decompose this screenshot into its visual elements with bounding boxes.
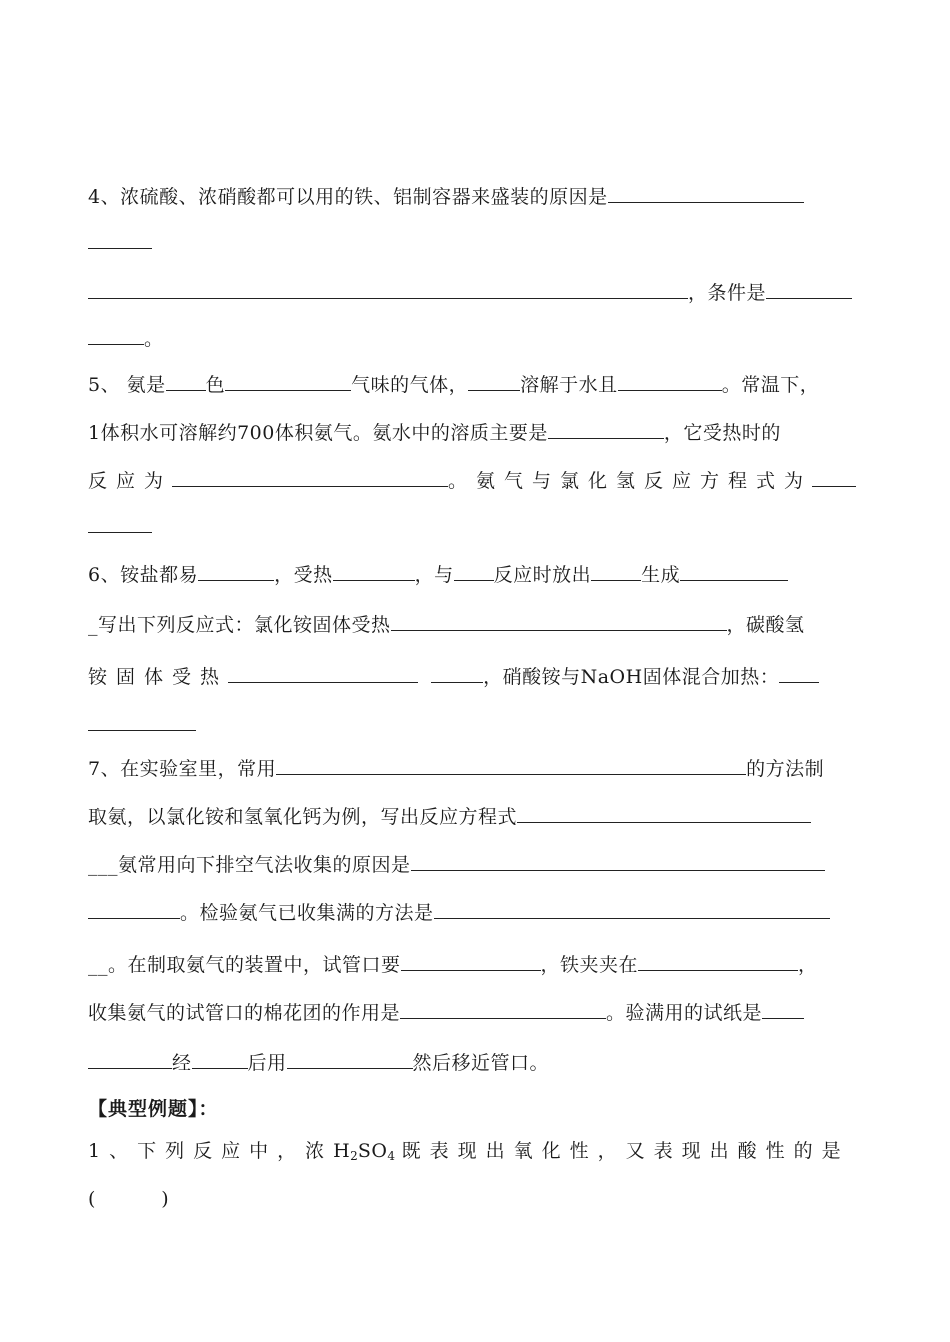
q5-blank-heat-reaction[interactable] [172,468,448,487]
q7-line-4 [88,900,868,926]
q7-blank-equation[interactable] [517,804,811,823]
q7-text-4: ___氨常用向下排空气法收集的原因是 [88,854,411,876]
q6-blank-nh4no3[interactable] [779,664,819,683]
formula-so-sub: 4 [387,1149,396,1163]
q7-blank-paper[interactable] [762,1000,804,1019]
q5-blank-hcl-equation-cont[interactable] [88,514,152,533]
q4-line-4 [88,326,868,352]
q7-text-13: 然后移近管口。 [412,1052,550,1074]
q6-text-4: 反应时放出 [493,564,592,586]
q7-line-5 [88,952,868,978]
q5-blank-solute[interactable] [548,420,664,439]
q7-text-2: 的方法制 [746,758,825,780]
examples-heading: 【典型例题】： [88,1098,219,1120]
q5-text-7: ，它受热时的 [663,422,781,444]
q7-text-10: 。验满用的试纸是 [606,1002,763,1024]
q7-text-6: __。在制取氨气的装置中，试管口要 [88,954,401,976]
q4-blank-2[interactable] [88,280,688,299]
q5-blank-hcl-equation[interactable] [812,468,856,487]
q7-line-7 [88,1050,868,1076]
q6-line-1 [88,562,868,588]
q7-text-7: ，铁夹夹在 [540,954,639,976]
q5-text-6: 1体积水可溶解约700体积氨气。氨水中的溶质主要是 [88,422,548,444]
q7-blank-process[interactable] [192,1050,248,1069]
q6-text-9: ，硝酸铵与NaOH固体混合加热： [483,666,780,688]
q7-text-1: 7、在实验室里，常用 [88,758,277,780]
formula-h-sub: 2 [350,1149,358,1163]
q6-blank-2[interactable] [333,562,415,581]
formula-so: SO [357,1140,388,1162]
q4-blank-1-cont[interactable] [88,230,152,249]
q4-blank-3-cont[interactable] [88,326,144,345]
example-1-line-1 [88,1138,868,1169]
q6-blank-nh4hco3[interactable] [228,664,418,683]
q6-text-2: ，受热 [274,564,333,586]
q6-line-2 [88,612,868,638]
q7-line-3 [88,852,868,878]
q7-blank-clamp[interactable] [638,952,798,971]
q7-blank-tube-mouth[interactable] [401,952,541,971]
q7-text-11: 经 [172,1052,192,1074]
q4-line-3 [88,280,868,306]
q5-text-1: 5、 氨是 [88,374,166,396]
q5-line-1 [88,372,868,398]
q6-blank-nh4no3-cont[interactable] [88,712,196,731]
example-1-answer-paren[interactable]: ( ) [88,1188,170,1210]
q7-blank-paper-cont[interactable] [88,1050,172,1069]
q5-text-3: 气味的气体， [351,374,469,396]
q7-blank-tool[interactable] [287,1050,413,1069]
q6-text-6: _写出下列反应式：氯化铵固体受热 [88,614,391,636]
q4-text-b: ，条件是 [688,282,767,304]
formula-h: H [333,1140,351,1162]
q4-text-a: 4、浓硫酸、浓硝酸都可以用的铁、铝制容器来盛装的原因是 [88,186,608,208]
q6-blank-nh4cl[interactable] [391,612,727,631]
q7-blank-cotton[interactable] [400,1000,606,1019]
q5-text-4: 溶解于水且 [520,374,618,396]
q7-blank-reason[interactable] [411,852,825,871]
q5-line-4 [88,514,868,540]
q5-text-2: 色 [205,374,226,396]
q7-line-1 [88,756,868,782]
q4-line-2 [88,230,868,256]
q6-text-5: 生成 [641,564,681,586]
q4-text-c: 。 [144,328,164,350]
example-1-text-a: 1、下列反应中，浓 [88,1140,334,1162]
q7-text-12: 后用 [247,1052,287,1074]
q4-blank-1[interactable] [608,184,804,203]
q7-text-5: 。检验氨气已收集满的方法是 [180,902,434,924]
q6-blank-1[interactable] [198,562,274,581]
q7-blank-reason-cont[interactable] [88,900,180,919]
q6-blank-nh4hco3-2[interactable] [431,664,483,683]
q5-blank-odor[interactable] [225,372,351,391]
q7-text-3: 取氨，以氯化铵和氢氧化钙为例，写出反应方程式 [88,806,518,828]
q6-blank-3[interactable] [454,562,494,581]
q6-text-3: ，与 [414,564,454,586]
q5-text-9: 。氨气与氯化氢反应方程式为 [448,470,813,492]
q6-blank-4[interactable] [591,562,641,581]
q7-text-9: 收集氨气的试管口的棉花团的作用是 [88,1002,401,1024]
q7-blank-method[interactable] [276,756,746,775]
q5-text-5: 。常温下， [721,374,820,396]
q6-text-7: ，碳酸氢 [726,614,805,636]
q6-blank-5[interactable] [680,562,788,581]
q7-text-8: ， [798,954,818,976]
q6-text-1: 6、铵盐都易 [88,564,199,586]
q4-line-1 [88,184,868,210]
q6-text-8: 铵固体受热 [88,666,229,688]
q5-line-3 [88,468,868,494]
q4-blank-3[interactable] [766,280,852,299]
q6-line-3 [88,664,868,690]
q5-line-2 [88,420,868,446]
q5-blank-solubility[interactable] [468,372,520,391]
q6-line-4 [88,712,868,738]
example-1-text-b: 既表现出氧化性，又表现出酸性的是 [401,1140,850,1162]
q7-line-2 [88,804,868,830]
q5-blank-color[interactable] [166,372,206,391]
q5-text-8: 反应为 [88,470,173,492]
q7-line-6 [88,1000,868,1026]
q7-blank-check[interactable] [434,900,830,919]
q5-blank-reaction[interactable] [618,372,722,391]
